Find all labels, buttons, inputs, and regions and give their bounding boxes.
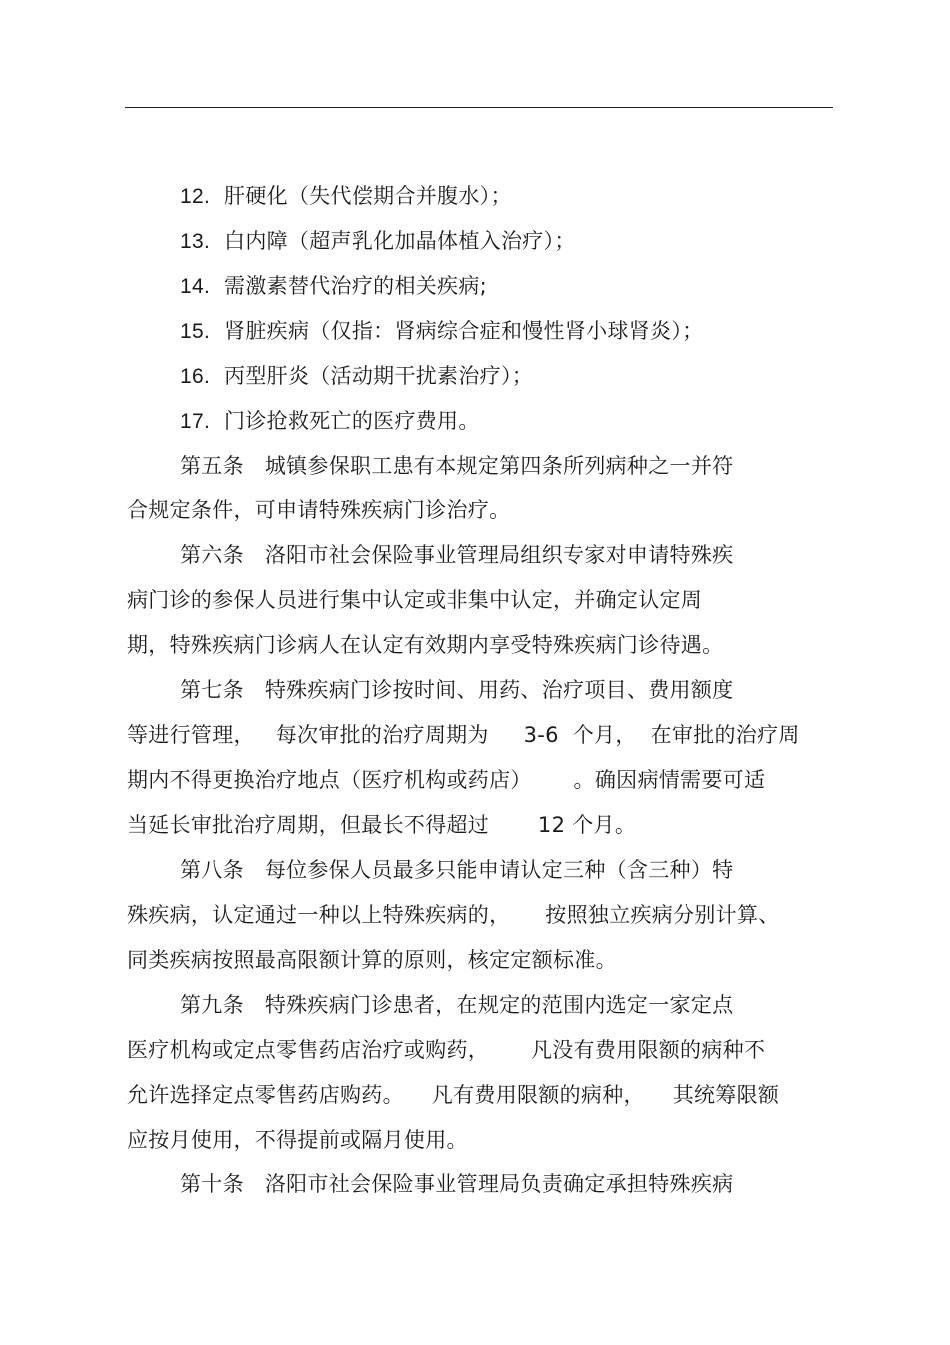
article-7-line-1: 第七条 特殊疾病门诊按时间、用药、治疗项目、费用额度 (180, 678, 734, 702)
article-8-line-2: 殊疾病，认定通过一种以上特殊疾病的， 按照独立疾病分别计算、 (127, 903, 780, 927)
article-8-line-1: 第八条 每位参保人员最多只能申请认定三种（含三种）特 (180, 858, 734, 882)
list-item-15 (180, 319, 703, 344)
list-number: 15. (180, 320, 211, 343)
list-number: 13. (180, 230, 211, 253)
list-text: 丙型肝炎（活动期干扰素治疗）； (224, 364, 534, 388)
list-number: 17. (180, 410, 211, 433)
article-6-line-1: 第六条 洛阳市社会保险事业管理局组织专家对申请特殊疾 (180, 543, 734, 567)
article-6-line-2: 病门诊的参保人员进行集中认定或非集中认定，并确定认定周 (127, 588, 703, 612)
list-text: 门诊抢救死亡的医疗费用。 (224, 409, 480, 433)
list-item-17 (180, 409, 480, 434)
article-9-line-3: 允许选择定点零售药店购药。 凡有费用限额的病种， 其统筹限额 (127, 1083, 780, 1107)
article-6-line-3: 期，特殊疾病门诊病人在认定有效期内享受特殊疾病门诊待遇。 (127, 633, 724, 657)
list-item-14 (180, 274, 487, 299)
article-5-line-2: 合规定条件，可申请特殊疾病门诊治疗。 (127, 498, 511, 522)
list-text: 肾脏疾病（仅指：肾病综合症和慢性肾小球肾炎）； (224, 319, 704, 343)
article-7-line-4: 当延长审批治疗周期，但最长不得超过 12 个月。 (127, 813, 637, 837)
list-text: 白内障（超声乳化加晶体植入治疗）； (224, 229, 576, 253)
article-10-line-1: 第十条 洛阳市社会保险事业管理局负责确定承担特殊疾病 (180, 1172, 734, 1196)
list-item-16 (180, 364, 533, 389)
article-5-line-1: 第五条 城镇参保职工患有本规定第四条所列病种之一并符 (180, 454, 734, 478)
article-9-line-4: 应按月使用，不得提前或隔月使用。 (127, 1128, 468, 1152)
list-text: 肝硬化（失代偿期合并腹水）； (224, 184, 512, 208)
list-number: 12. (180, 185, 211, 208)
list-number: 14. (180, 275, 211, 298)
article-7-line-3: 期内不得更换治疗地点（医疗机构或药店） 。确因病情需要可适 (127, 768, 766, 792)
header-rule (125, 107, 833, 108)
list-item-13 (180, 229, 576, 254)
list-text: 需激素替代治疗的相关疾病; (224, 274, 488, 298)
list-number: 16. (180, 365, 211, 388)
list-item-12 (180, 184, 512, 209)
article-9-line-2: 医疗机构或定点零售药店治疗或购药， 凡没有费用限额的病种不 (127, 1038, 766, 1062)
article-7-line-2: 等进行管理， 每次审批的治疗周期为 3-6 个月， 在审批的治疗周 (127, 723, 800, 747)
article-8-line-3: 同类疾病按照最高限额计算的原则，核定定额标准。 (127, 948, 617, 972)
article-9-line-1: 第九条 特殊疾病门诊患者，在规定的范围内选定一家定点 (180, 993, 734, 1017)
